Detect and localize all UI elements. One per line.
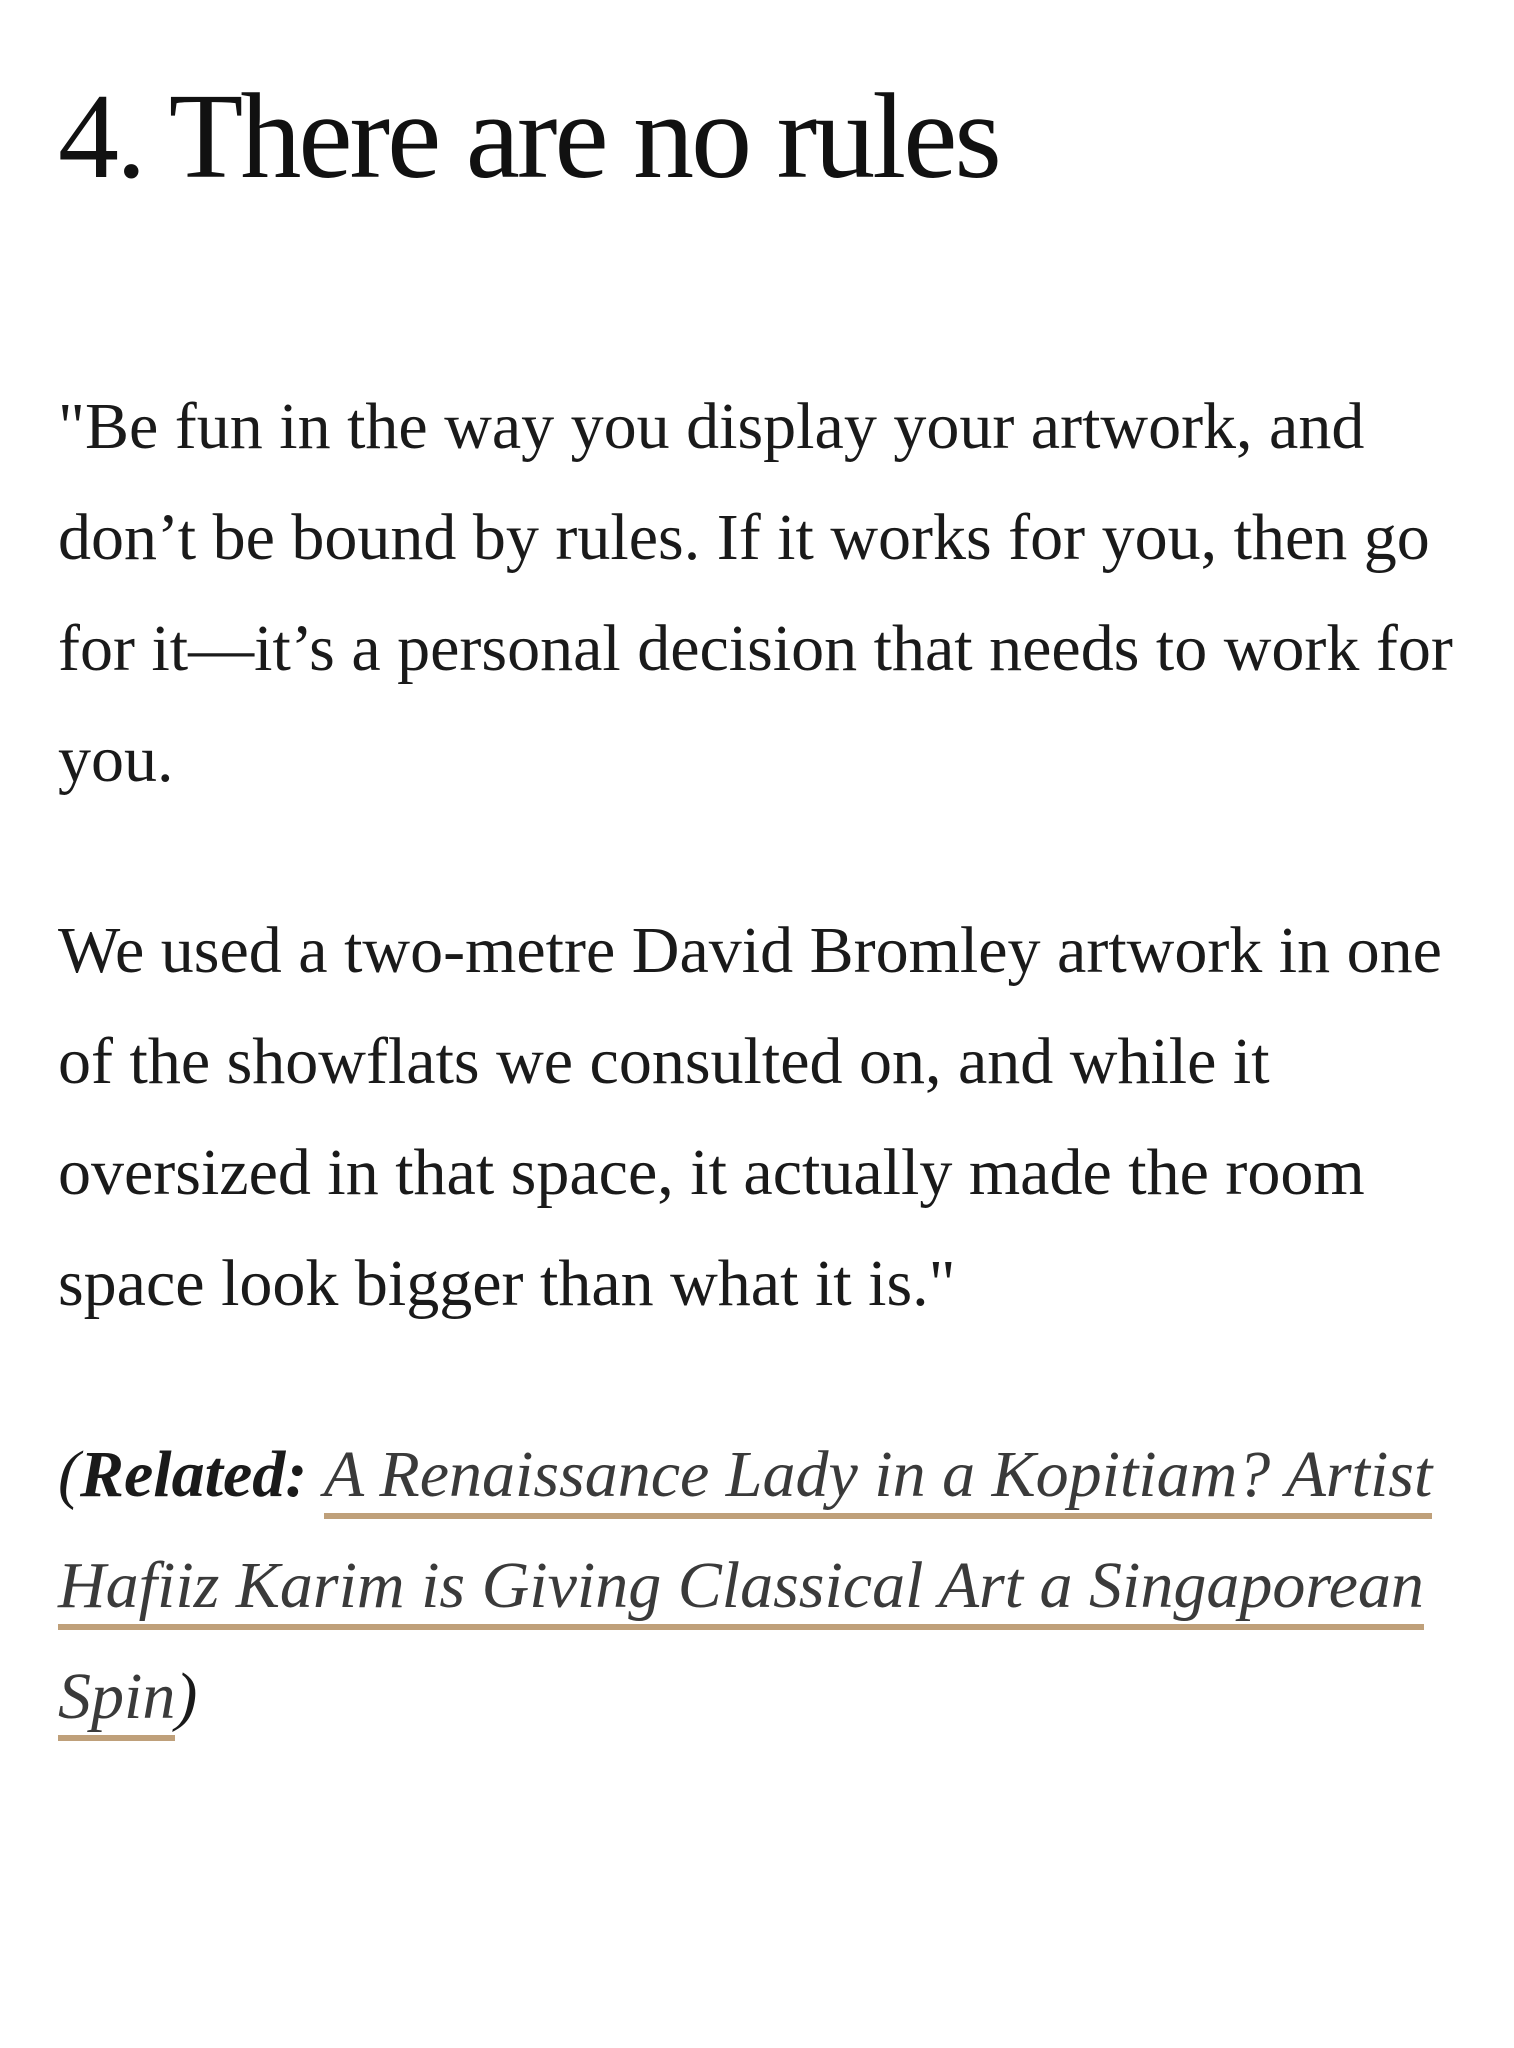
article-body bbox=[58, 0, 1458, 1752]
related-close-paren: ) bbox=[175, 1660, 198, 1733]
related-open-paren: ( bbox=[58, 1438, 80, 1511]
section-heading: 4. There are no rules bbox=[58, 69, 999, 204]
quote-paragraph-2: We used a two-metre David Bromley artwork in one of the showflats we consulted on, and while it oversized in that space, it actually made the room space look bigger than what it is." bbox=[58, 914, 1442, 1320]
quote-paragraph-1: "Be fun in the way you display your artwork, and don’t be bound by rules. If it works for you, then go for it—it’s a personal decision that needs to work for you. bbox=[58, 390, 1453, 796]
related-label: Related: bbox=[79, 1438, 324, 1511]
related-article bbox=[58, 1419, 1458, 1752]
related-article-link[interactable]: A Renaissance Lady in a Kopitiam? Artist Hafiiz Karim is Giving Classical Art a Singaporean Spin bbox=[58, 1438, 1432, 1741]
